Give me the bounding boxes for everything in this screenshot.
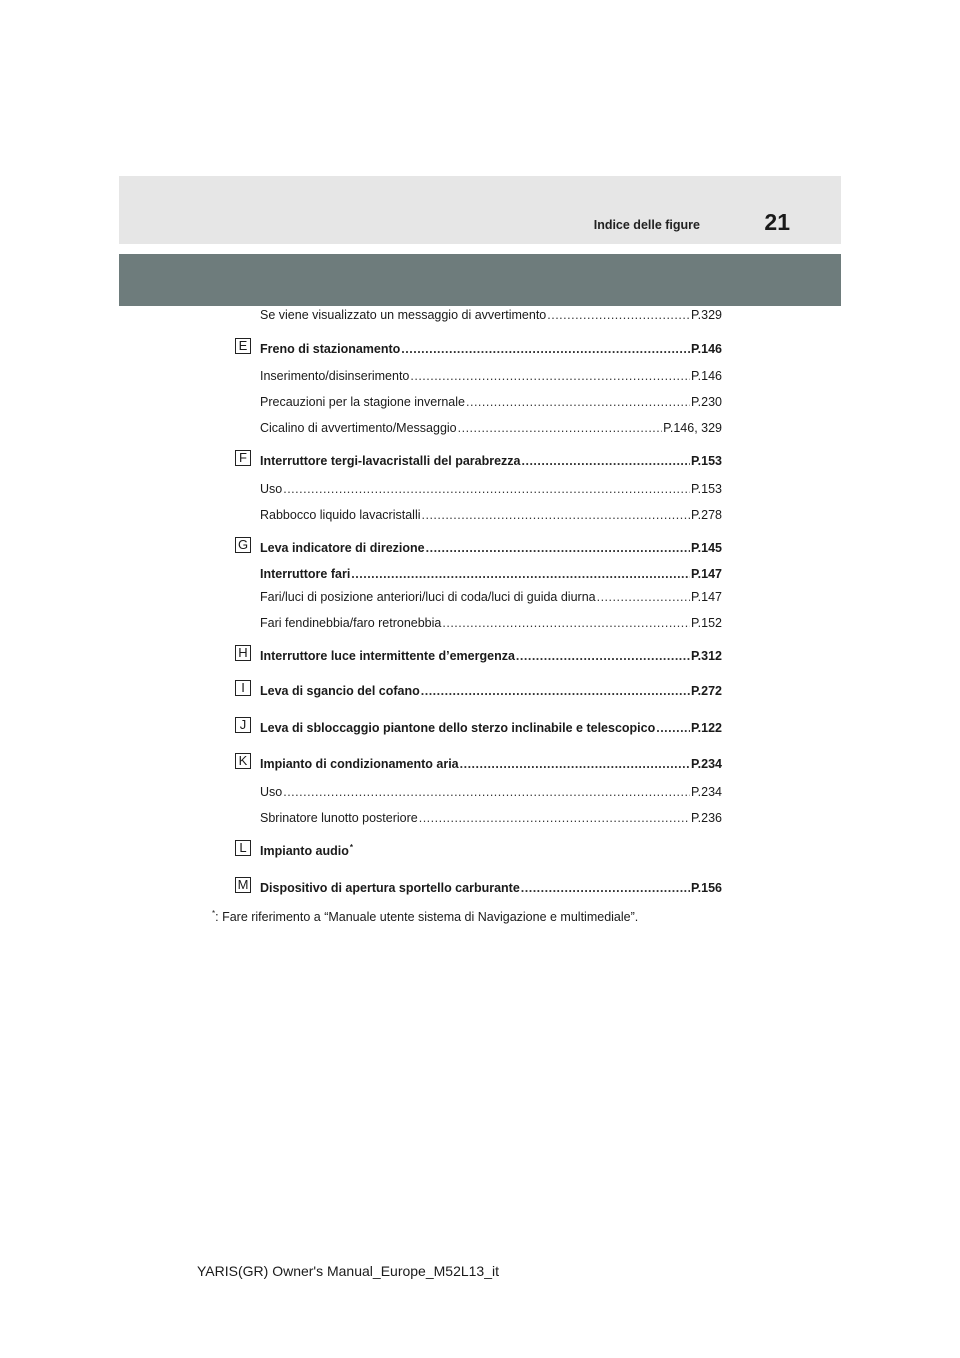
index-entry[interactable] (260, 394, 722, 410)
dot-leader (422, 507, 690, 523)
index-entry[interactable] (260, 810, 722, 826)
section-letter-f: F (235, 450, 251, 466)
dot-leader (597, 589, 690, 605)
dot-leader (401, 341, 690, 357)
entry-label: Freno di stazionamento (260, 342, 401, 356)
page-reference[interactable]: P.234 (690, 785, 722, 799)
dot-leader (283, 784, 690, 800)
page-reference[interactable]: P.230 (690, 395, 722, 409)
index-entry[interactable] (260, 341, 722, 357)
page-reference[interactable]: P.153 (690, 482, 722, 496)
section-letter-l: L (235, 840, 251, 856)
index-entry[interactable] (260, 566, 722, 582)
dot-leader (547, 307, 690, 323)
dot-leader (521, 880, 690, 896)
index-entry[interactable] (260, 784, 722, 800)
entry-label: Impianto audio (260, 844, 349, 858)
section-title: Indice delle figure (593, 218, 700, 232)
entry-label: Rabbocco liquido lavacristalli (260, 508, 421, 522)
page-reference[interactable]: P.278 (690, 508, 722, 522)
entry-label: Leva indicatore di direzione (260, 541, 425, 555)
index-entry[interactable] (260, 648, 722, 664)
page-reference[interactable]: P.236 (690, 811, 722, 825)
page-reference[interactable]: P.146, 329 (663, 421, 722, 435)
dot-leader (656, 720, 690, 736)
section-letter-e: E (235, 338, 251, 354)
section-letter-h: H (235, 645, 251, 661)
footer-manual-id: YARIS(GR) Owner's Manual_Europe_M52L13_it (197, 1263, 499, 1279)
index-entry[interactable] (260, 589, 722, 605)
entry-label: Impianto di condizionamento aria (260, 757, 459, 771)
entry-label: Interruttore luce intermittente d’emergenza (260, 649, 515, 663)
page-reference[interactable]: P.122 (690, 721, 722, 735)
index-entry[interactable] (260, 368, 722, 384)
entry-label: Precauzioni per la stagione invernale (260, 395, 465, 409)
dot-leader (419, 810, 690, 826)
index-entry[interactable] (260, 683, 722, 699)
dot-leader (466, 394, 690, 410)
index-entry[interactable] (260, 615, 722, 631)
dot-leader (351, 566, 690, 582)
section-letter-g: G (235, 537, 251, 553)
page-number: 21 (764, 209, 790, 235)
dot-leader (460, 756, 690, 772)
section-letter-i: I (235, 680, 251, 696)
page-reference[interactable]: P.147 (690, 567, 722, 581)
index-entry[interactable] (260, 481, 722, 497)
entry-label: Sbrinatore lunotto posteriore (260, 811, 418, 825)
entry-label: Interruttore fari (260, 567, 351, 581)
index-entry[interactable] (260, 540, 722, 556)
page-reference[interactable]: P.272 (690, 684, 722, 698)
header-dark-band (119, 254, 841, 306)
entry-label: Dispositivo di apertura sportello carburante (260, 881, 520, 895)
page-reference[interactable]: P.147 (690, 590, 722, 604)
dot-leader (283, 481, 690, 497)
footnote-reference-mark: * (349, 843, 354, 852)
dot-leader (442, 615, 690, 631)
dot-leader (516, 648, 690, 664)
index-entry[interactable] (260, 307, 722, 323)
index-entry[interactable] (260, 720, 722, 736)
entry-label: Fari fendinebbia/faro retronebbia (260, 616, 442, 630)
footnote-mark: * (212, 909, 216, 918)
entry-label: Uso (260, 482, 283, 496)
index-entry[interactable] (260, 756, 722, 772)
page-reference[interactable]: P.234 (690, 757, 722, 771)
page-reference[interactable]: P.152 (690, 616, 722, 630)
dot-leader (410, 368, 690, 384)
index-entry[interactable] (260, 420, 722, 436)
section-letter-j: J (235, 717, 251, 733)
page-reference[interactable]: P.329 (690, 308, 722, 322)
entry-label: Interruttore tergi-lavacristalli del parabrezza (260, 454, 521, 468)
page-reference[interactable]: P.146 (690, 342, 722, 356)
index-entry[interactable] (260, 507, 722, 523)
entry-label: Inserimento/disinserimento (260, 369, 410, 383)
entry-label: Leva di sbloccaggio piantone dello sterzo inclinabile e telescopico (260, 721, 656, 735)
entry-label: Uso (260, 785, 283, 799)
page-reference[interactable]: P.156 (690, 881, 722, 895)
entry-label: Cicalino di avvertimento/Messaggio (260, 421, 457, 435)
dot-leader (426, 540, 690, 556)
entry-label: Fari/luci di posizione anteriori/luci di coda/luci di guida diurna (260, 590, 596, 604)
section-letter-k: K (235, 753, 251, 769)
index-entry[interactable] (260, 843, 722, 861)
index-entry[interactable] (260, 880, 722, 896)
entry-label: Se viene visualizzato un messaggio di avvertimento (260, 308, 547, 322)
section-letter-m: M (235, 877, 251, 893)
page-reference[interactable]: P.312 (690, 649, 722, 663)
index-entry[interactable] (260, 453, 722, 469)
dot-leader (421, 683, 690, 699)
dot-leader (458, 420, 663, 436)
dot-leader (522, 453, 690, 469)
page-reference[interactable]: P.153 (690, 454, 722, 468)
footnote-text: : Fare riferimento a “Manuale utente sistema di Navigazione e multimediale”. (215, 910, 639, 925)
page-reference[interactable]: P.145 (690, 541, 722, 555)
entry-label: Leva di sgancio del cofano (260, 684, 420, 698)
footnote (212, 909, 638, 924)
page-reference[interactable]: P.146 (690, 369, 722, 383)
